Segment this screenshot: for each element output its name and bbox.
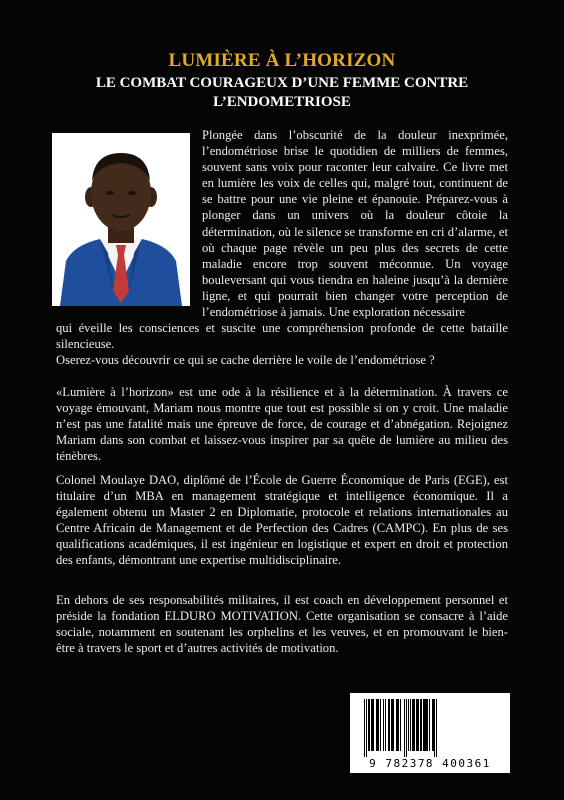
barcode-bar bbox=[416, 699, 418, 751]
barcode-bar bbox=[429, 699, 430, 751]
barcode-bar bbox=[376, 699, 378, 751]
barcode-bars bbox=[350, 693, 510, 757]
foundation-paragraph: En dehors de ses responsabilités militaires, il est coach en développement personnel et préside la fondation ELDURO MOTIVATION. Cette organisation se consacre à l’aide sociale, notamment en soutenant les orphelins et les veuves, et en promouvant le bien-être à travers le sport et d’autres activités de motivation. bbox=[56, 593, 508, 656]
barcode-bar bbox=[396, 699, 398, 751]
barcode-bar bbox=[368, 699, 370, 751]
blurb-paragraph-end: qui éveille les consciences et suscite une compréhension profonde de cette bataille silencieuse. bbox=[56, 321, 508, 352]
barcode-bar bbox=[436, 699, 437, 757]
barcode-bar bbox=[378, 699, 379, 751]
barcode-bar bbox=[408, 699, 409, 751]
barcode-bar bbox=[383, 699, 384, 751]
barcode-bar bbox=[432, 699, 434, 751]
barcode-bar bbox=[388, 699, 390, 751]
question-line: Oserez-vous découvrir ce qui se cache derrière le voile de l’endométriose ? bbox=[56, 353, 435, 367]
ode-paragraph: «Lumière à l’horizon» est une ode à la résilience et à la détermination. À travers ce voyage émouvant, Mariam nous montre que tout est possible si on y croit. Une maladie n’est pas une fatalité mais une épreuve de force, de courage et d’abnégation. Rejoignez Mariam dans son combat et laissez-vous inspirer par sa quête de lumière au milieu des ténèbres. bbox=[56, 385, 508, 464]
barcode-bar bbox=[371, 699, 373, 751]
author-portrait-icon bbox=[52, 133, 190, 306]
barcode-bar bbox=[393, 699, 394, 751]
author-photo bbox=[52, 133, 190, 306]
barcode-bar bbox=[406, 699, 407, 757]
barcode-bar bbox=[434, 699, 435, 757]
barcode-bar bbox=[412, 699, 414, 751]
barcode-bar bbox=[400, 699, 401, 751]
barcode-bar bbox=[391, 699, 393, 751]
barcode-bar bbox=[398, 699, 399, 751]
barcode-bar bbox=[410, 699, 411, 751]
barcode-bar bbox=[380, 699, 381, 751]
barcode-bar bbox=[364, 699, 365, 757]
barcode-bar bbox=[420, 699, 422, 751]
barcode-bar bbox=[366, 699, 367, 757]
barcode-bar bbox=[385, 699, 386, 751]
isbn-barcode bbox=[350, 693, 510, 773]
blurb-paragraph: Plongée dans l’obscurité de la douleur inexprimée, l’endométriose brise le quotidien de milliers de femmes, souvent sans voix pour raconter leur calvaire. Ce livre met en lumière les voix de celles qui, malgré tout, continuent de se battre pour une vie pleine et épanouie. Préparez-vous à plonger dans un univers où la douleur côtoie la détermination, où le silence se transforme en cri d’alarme, et où chaque page révèle un peu plus des secrets de cette maladie encore trop souvent méconnue. Un voyage bouleversant qui vous tiendra en haleine jusqu’à la dernière ligne, et qui pourrait bien changer votre perception de l’endométriose à jamais. Une exploration nécessaire bbox=[202, 128, 508, 320]
barcode-bar bbox=[404, 699, 405, 757]
book-subtitle: LE COMBAT COURAGEUX D’UNE FEMME CONTRE L’ENDOMETRIOSE bbox=[95, 75, 469, 110]
author-bio-paragraph: Colonel Moulaye DAO, diplômé de l’École de Guerre Économique de Paris (EGE), est titulaire d’un MBA en management stratégique et intelligence économique. Il a également obtenu un Master 2 en Diplomatie, protocole et relations internationales au Centre Africain de Management et de Perfection des Cadres (CAMPC). En plus de ses qualifications académiques, il est ingénieur en logistique et expert en droit et protection des enfants, démontrant une expertise multidisciplinaire. bbox=[56, 473, 508, 568]
barcode-bar bbox=[373, 699, 374, 751]
barcode-bar bbox=[425, 699, 427, 751]
barcode-bar bbox=[423, 699, 425, 751]
book-title: LUMIÈRE À L’HORIZON bbox=[168, 50, 396, 71]
barcode-bar bbox=[418, 699, 419, 751]
barcode-bar bbox=[427, 699, 428, 751]
barcode-bar bbox=[414, 699, 415, 751]
barcode-digits: 9 782378 400361 bbox=[369, 757, 491, 770]
